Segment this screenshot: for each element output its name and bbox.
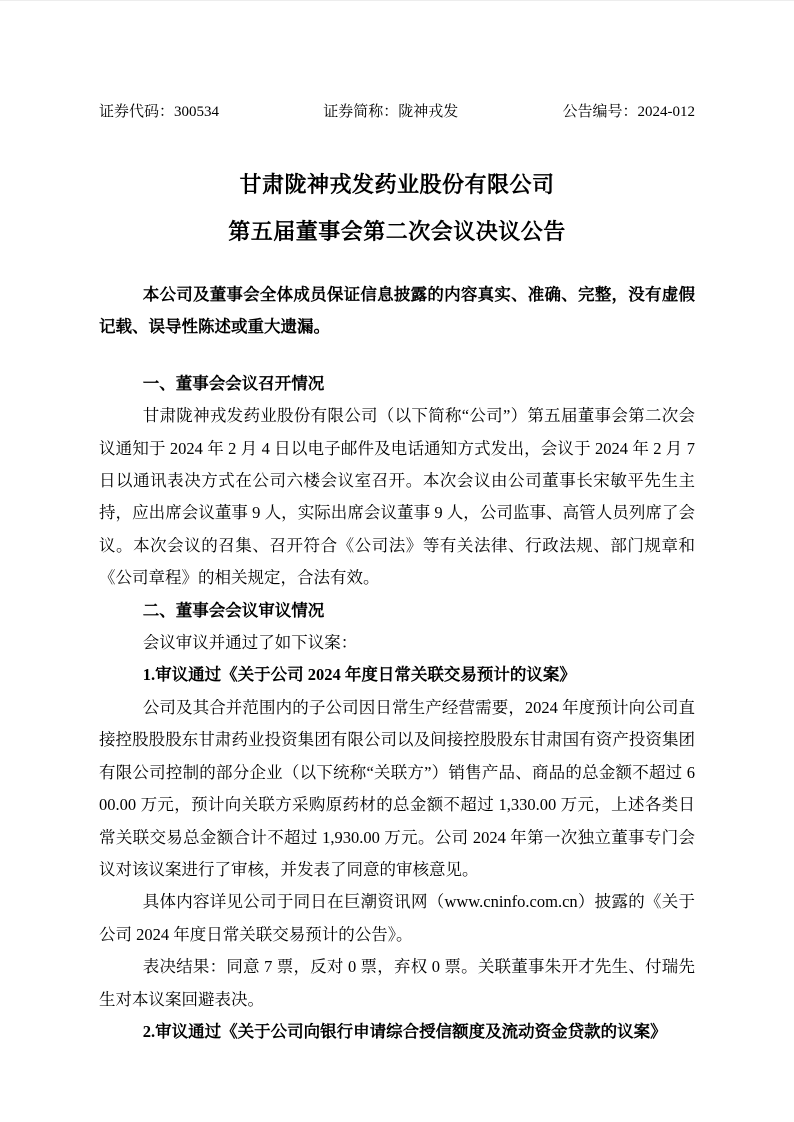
stock-code-text: 证券代码：300534	[99, 104, 220, 120]
agenda-item-1-disclosure-paragraph: 具体内容详见公司于同日在巨潮资讯网（www.cninfo.com.cn）披露的《关于公司 2024 年度日常关联交易预计的公告》。	[99, 892, 695, 944]
agenda-item-2-title: 2.审议通过《关于公司向银行申请综合授信额度及流动资金贷款的议案》	[142, 1021, 667, 1041]
truthfulness-declaration: 本公司及董事会全体成员保证信息披露的内容真实、准确、完整，没有虚假记载、误导性陈述或重大遗漏。	[99, 285, 695, 337]
agenda-item-1-title: 1.审议通过《关于公司 2024 年度日常关联交易预计的议案》	[142, 665, 576, 685]
document-title	[99, 161, 695, 255]
section-2-heading: 二、董事会会议审议情况	[142, 600, 325, 620]
agenda-item-1-vote-result-paragraph: 表决结果：同意 7 票，反对 0 票，弃权 0 票。关联董事朱开才先生、付瑞先生对本议案回避表决。	[99, 957, 695, 1009]
company-name-title: 甘肃陇神戎发药业股份有限公司	[239, 172, 555, 197]
stock-name-text: 证券简称：陇神戎发	[323, 104, 459, 120]
section-1-paragraph: 甘肃陇神戎发药业股份有限公司（以下简称“公司”）第五届董事会第二次会议通知于 2024 年 2 月 4 日以电子邮件及电话通知方式发出，会议于 2024 年 2 月 7 日以通讯表决方式在公司六楼会议室召开。本次会议由公司董事长宋敏平先生主持，应出席会议董事 9 人，实际出席会议董事 9 人，公司监事、高管人员列席了会议。本次会议的召集、召开符合《公司法》等有关法律、行政法规、部门规章和《公司章程》的相关规定，合法有效。	[99, 406, 695, 588]
document-content	[99, 1, 695, 1048]
section-1-heading: 一、董事会会议召开情况	[142, 373, 325, 393]
announcement-number-text: 公告编号：2024-012	[562, 104, 695, 120]
securities-header-row	[99, 101, 695, 123]
agenda-item-1-detail-paragraph: 公司及其合并范围内的子公司因日常生产经营需要，2024 年度预计向公司直接控股股股东甘肃药业投资集团有限公司以及间接控股股东甘肃国有资产投资集团有限公司控制的部分企业（以下统称“关联方”）销售产品、商品的总金额不超过 600.00 万元，预计向关联方采购原药材的总金额不超过 1,330.00 万元，上述各类日常关联交易总金额合计不超过 1,930.00 万元。公司 2024 年第一次独立董事专门会议对该议案进行了审核，并发表了同意的审核意见。	[99, 697, 695, 879]
meeting-resolution-subtitle: 第五届董事会第二次会议决议公告	[228, 219, 566, 244]
section-2-intro: 会议审议并通过了如下议案：	[142, 633, 358, 653]
